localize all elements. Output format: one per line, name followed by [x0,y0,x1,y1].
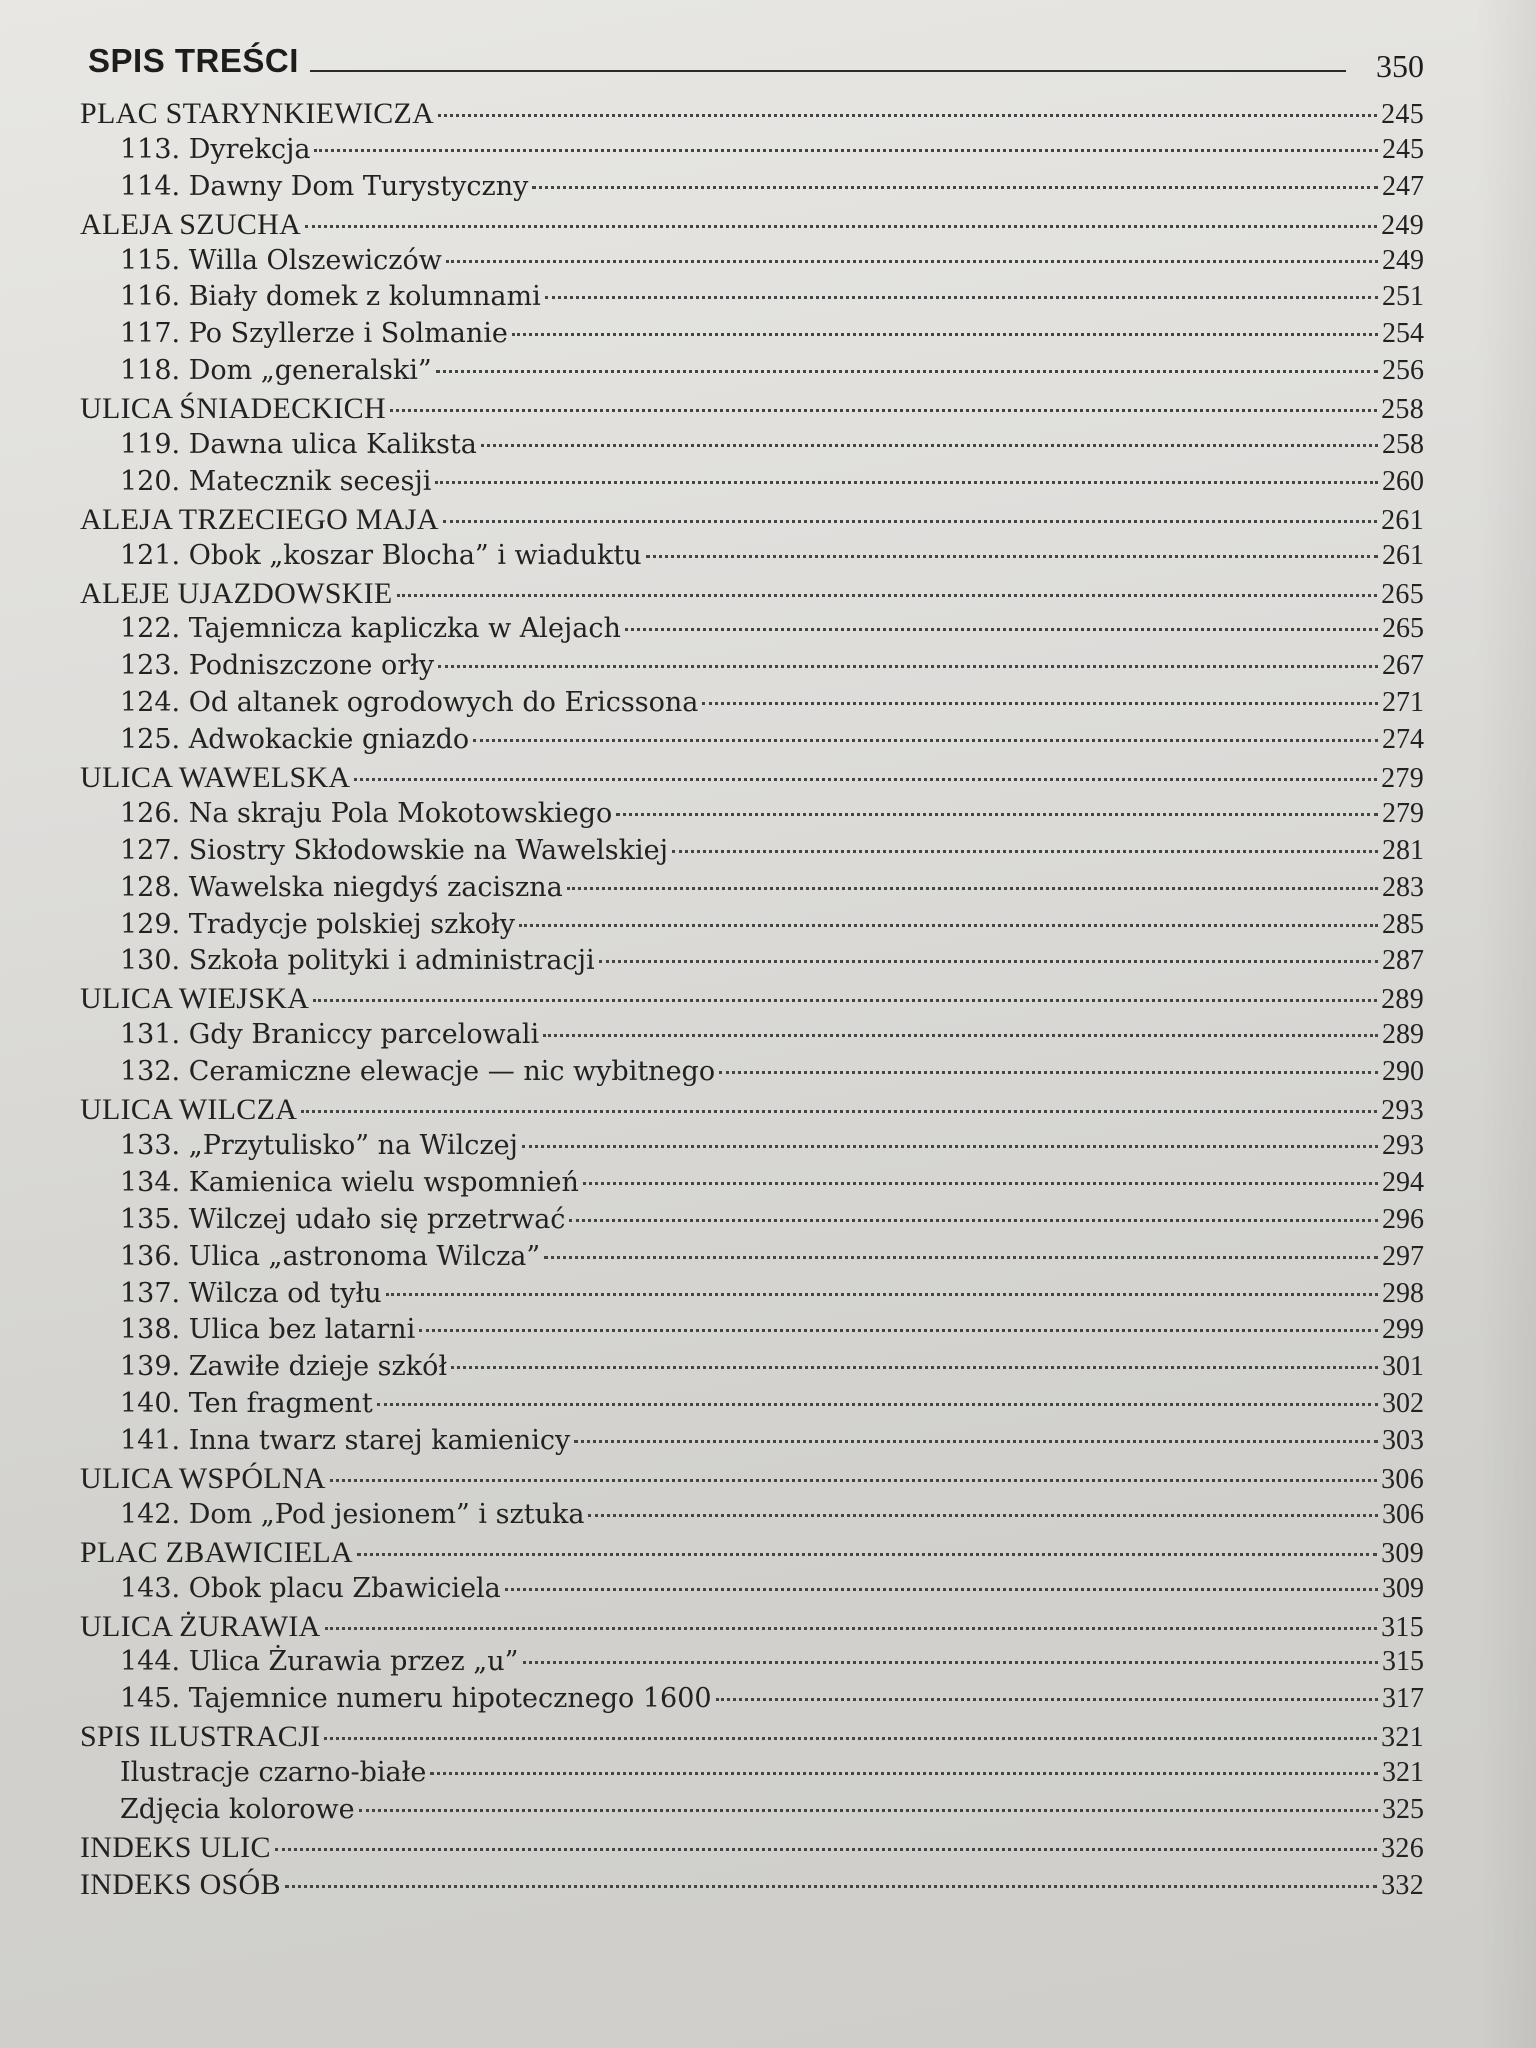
toc-chapter-entry [80,1019,1424,1056]
toc-chapter-entry [80,1314,1424,1351]
dot-leader [330,1479,1377,1482]
toc-entry-title: 116. Biały domek z kolumnami [120,281,541,313]
toc-entry-title: 142. Dom „Pod jesionem” i sztuka [120,1498,585,1530]
toc-chapter-entry [80,1167,1424,1204]
page-title: SPIS TREŚCI [88,42,299,79]
toc-section-entry [80,1536,1424,1573]
toc-entry-title: ALEJE UJAZDOWSKIE [80,576,393,610]
table-of-contents [80,97,1424,1905]
dot-leader [438,665,1378,668]
toc-entry-title: 120. Matecznik secesji [120,465,432,497]
toc-entry-title: 145. Tajemnice numeru hipotecznego 1600 [120,1683,712,1715]
toc-entry-page: 317 [1382,1683,1424,1715]
toc-entry-page: 285 [1382,908,1424,940]
toc-chapter-entry [80,1204,1424,1241]
toc-entry-page: 287 [1382,945,1424,977]
dot-leader [523,1661,1379,1664]
toc-entry-title: 115. Willa Olszewiczów [120,244,442,276]
toc-chapter-entry [80,1425,1424,1462]
toc-entry-title: Zdjęcia kolorowe [120,1793,355,1825]
toc-chapter-entry [80,835,1424,872]
toc-entry-title: 130. Szkoła polityki i administracji [120,945,595,977]
toc-section-entry [80,761,1424,798]
toc-entry-page: 293 [1381,1095,1424,1127]
dot-leader [588,1514,1378,1517]
toc-entry-title: 143. Obok placu Zbawiciela [120,1572,501,1604]
toc-entry-page: 290 [1382,1056,1424,1088]
toc-entry-page: 265 [1381,578,1424,610]
toc-entry-title: 131. Gdy Braniccy parcelowali [120,1019,540,1051]
dot-leader [544,1256,1378,1259]
toc-entry-page: 293 [1382,1129,1424,1161]
dot-leader [438,114,1377,117]
toc-entry-page: 267 [1382,650,1424,682]
toc-section-entry [80,392,1424,429]
toc-chapter-entry [80,1794,1424,1831]
toc-chapter-entry [80,134,1424,171]
page-number: 350 [1376,48,1424,84]
toc-entry-title: 134. Kamienica wielu wspomnień [120,1166,579,1198]
dot-leader [719,1071,1378,1074]
toc-entry-page: 258 [1381,394,1424,426]
dot-leader [599,960,1378,963]
dot-leader [569,1219,1378,1222]
toc-section-entry [80,503,1424,540]
toc-entry-page: 289 [1381,984,1424,1016]
toc-chapter-entry [80,1757,1424,1794]
toc-entry-title: 124. Od altanek ogrodowych do Ericssona [120,687,699,719]
toc-entry-title: 136. Ulica „astronoma Wilcza” [120,1240,541,1272]
toc-entry-title: 113. Dyrekcja [120,133,311,165]
toc-entry-title: 132. Ceramiczne elewacje — nic wybitnego [120,1056,716,1088]
dot-leader [301,1110,1377,1113]
toc-chapter-entry [80,1130,1424,1167]
toc-entry-page: 321 [1382,1757,1424,1789]
dot-leader [451,1366,1378,1369]
toc-section-entry [80,1831,1424,1868]
toc-entry-page: 296 [1382,1203,1424,1235]
toc-entry-page: 245 [1381,99,1424,130]
dot-leader [359,1809,1378,1812]
toc-section-entry [80,982,1424,1019]
toc-section-entry [80,1462,1424,1499]
page-header [88,38,1424,94]
dot-leader [446,260,1378,263]
toc-entry-page: 294 [1382,1166,1424,1198]
toc-entry-title: ULICA WIEJSKA [80,982,310,1016]
dot-leader [567,887,1378,890]
toc-entry-title: INDEKS ULIC [80,1830,271,1864]
dot-leader [625,628,1378,631]
toc-chapter-entry [80,245,1424,282]
toc-entry-title: 128. Wawelska niegdyś zaciszna [120,871,563,903]
toc-entry-page: 303 [1382,1425,1424,1457]
toc-entry-title: 137. Wilcza od tyłu [120,1277,382,1309]
toc-entry-page: 261 [1382,539,1424,571]
toc-entry-page: 306 [1382,1498,1424,1530]
toc-entry-page: 306 [1381,1463,1424,1495]
toc-section-entry [80,577,1424,614]
toc-section-entry [80,1610,1424,1647]
toc-chapter-entry [80,1351,1424,1388]
toc-entry-title: SPIS ILUSTRACJI [80,1720,321,1754]
toc-section-entry [80,1720,1424,1757]
toc-entry-page: 249 [1382,244,1424,276]
toc-entry-title: INDEKS OSÓB [80,1867,281,1901]
toc-entry-page: 321 [1381,1722,1424,1754]
toc-section-entry [80,208,1424,245]
toc-chapter-entry [80,1241,1424,1278]
toc-entry-page: 315 [1382,1646,1424,1678]
dot-leader [716,1698,1378,1701]
toc-entry-page: 297 [1382,1240,1424,1272]
dot-leader [390,409,1377,412]
toc-entry-title: 141. Inna twarz starej kamienicy [120,1425,571,1457]
toc-entry-title: ALEJA TRZECIEGO MAJA [80,502,439,536]
toc-section-entry [80,97,1424,134]
toc-section-entry [80,1868,1424,1905]
toc-entry-page: 256 [1382,355,1424,387]
toc-entry-page: 326 [1381,1832,1424,1864]
toc-chapter-entry [80,540,1424,577]
dot-leader [386,1293,1378,1296]
toc-chapter-entry [80,872,1424,909]
dot-leader [545,296,1378,299]
toc-entry-title: ULICA ŚNIADECKICH [80,392,386,426]
toc-entry-title: 122. Tajemnicza kapliczka w Alejach [120,613,621,645]
toc-entry-title: PLAC ZBAWICIELA [80,1535,353,1569]
dot-leader [419,1329,1378,1332]
toc-entry-title: 133. „Przytulisko” na Wilczej [120,1129,518,1161]
toc-chapter-entry [80,1683,1424,1720]
toc-chapter-entry [80,1388,1424,1425]
dot-leader [357,1553,1377,1556]
toc-chapter-entry [80,687,1424,724]
toc-entry-title: 140. Ten fragment [120,1388,373,1420]
toc-chapter-entry [80,613,1424,650]
dot-leader [519,924,1378,927]
toc-entry-page: 283 [1382,871,1424,903]
toc-entry-page: 254 [1382,318,1424,350]
dot-leader [397,594,1378,597]
toc-chapter-entry [80,281,1424,318]
toc-entry-page: 247 [1382,170,1424,202]
toc-section-entry [80,1093,1424,1130]
toc-entry-title: 117. Po Szyllerze i Solmanie [120,318,508,350]
toc-chapter-entry [80,798,1424,835]
toc-entry-page: 258 [1382,429,1424,461]
dot-leader [377,1403,1378,1406]
dot-leader [313,999,1377,1002]
toc-entry-title: 127. Siostry Skłodowskie na Wawelskiej [120,834,668,866]
toc-chapter-entry [80,945,1424,982]
toc-entry-title: 138. Ulica bez latarni [120,1314,416,1346]
toc-chapter-entry [80,355,1424,392]
toc-entry-title: 119. Dawna ulica Kaliksta [120,429,477,461]
dot-leader [436,370,1378,373]
toc-entry-page: 332 [1381,1869,1424,1901]
toc-entry-title: ULICA ŻURAWIA [80,1609,321,1643]
toc-entry-page: 281 [1382,834,1424,866]
toc-chapter-entry [80,1646,1424,1683]
dot-leader [430,1772,1378,1775]
dot-leader [672,850,1378,853]
toc-entry-page: 301 [1382,1351,1424,1383]
toc-entry-page: 309 [1382,1572,1424,1604]
toc-entry-page: 315 [1381,1611,1424,1643]
toc-chapter-entry [80,429,1424,466]
toc-entry-title: 125. Adwokackie gniazdo [120,724,470,756]
toc-entry-title: 114. Dawny Dom Turystyczny [120,170,529,202]
dot-leader [616,813,1378,816]
toc-entry-page: 245 [1382,133,1424,165]
dot-leader [646,555,1378,558]
toc-entry-title: Ilustracje czarno-białe [120,1757,427,1789]
dot-leader [324,1737,1377,1740]
toc-entry-page: 261 [1381,504,1424,536]
toc-chapter-entry [80,1056,1424,1093]
toc-chapter-entry [80,909,1424,946]
toc-entry-page: 249 [1381,209,1424,241]
toc-entry-title: 121. Obok „koszar Blocha” i wiaduktu [120,539,642,571]
toc-chapter-entry [80,466,1424,503]
dot-leader [473,739,1378,742]
dot-leader [505,1588,1378,1591]
toc-chapter-entry [80,1278,1424,1315]
toc-entry-title: 139. Zawiłe dzieje szkół [120,1351,448,1383]
toc-entry-title: ALEJA SZUCHA [80,207,302,241]
dot-leader [543,1034,1378,1037]
dot-leader [443,520,1377,523]
toc-entry-title: 126. Na skraju Pola Mokotowskiego [120,797,613,829]
dot-leader [305,225,1377,228]
toc-entry-page: 289 [1382,1019,1424,1051]
toc-chapter-entry [80,650,1424,687]
toc-chapter-entry [80,1573,1424,1610]
toc-entry-title: ULICA WSPÓLNA [80,1461,326,1495]
dot-leader [314,149,1378,152]
toc-entry-title: ULICA WILCZA [80,1093,298,1127]
toc-entry-page: 325 [1382,1793,1424,1825]
toc-entry-title: 135. Wilczej udało się przetrwać [120,1203,566,1235]
toc-entry-page: 279 [1381,763,1424,795]
toc-entry-page: 309 [1381,1537,1424,1569]
dot-leader [354,778,1377,781]
toc-entry-page: 279 [1382,797,1424,829]
toc-entry-page: 302 [1382,1388,1424,1420]
toc-entry-title: PLAC STARYNKIEWICZA [80,97,435,130]
dot-leader [532,186,1378,189]
dot-leader [702,702,1378,705]
toc-chapter-entry [80,171,1424,208]
toc-entry-title: 129. Tradycje polskiej szkoły [120,908,515,940]
toc-entry-page: 298 [1382,1277,1424,1309]
dot-leader [512,333,1378,336]
dot-leader [481,444,1378,447]
header-rule [310,70,1346,72]
dot-leader [522,1145,1378,1148]
toc-chapter-entry [80,1499,1424,1536]
toc-chapter-entry [80,724,1424,761]
toc-entry-title: 118. Dom „generalski” [120,355,432,387]
dot-leader [285,1885,1377,1888]
dot-leader [583,1182,1378,1185]
dot-leader [275,1848,1377,1851]
toc-entry-page: 251 [1382,281,1424,313]
dot-leader [574,1440,1378,1443]
toc-entry-title: 123. Podniszczone orły [120,650,435,682]
toc-entry-page: 274 [1382,724,1424,756]
toc-entry-page: 260 [1382,465,1424,497]
dot-leader [435,481,1378,484]
toc-entry-page: 265 [1382,613,1424,645]
dot-leader [325,1627,1377,1630]
toc-chapter-entry [80,318,1424,355]
toc-entry-title: ULICA WAWELSKA [80,761,351,795]
toc-entry-title: 144. Ulica Żurawia przez „u” [120,1646,519,1678]
toc-entry-page: 271 [1382,687,1424,719]
toc-entry-page: 299 [1382,1314,1424,1346]
